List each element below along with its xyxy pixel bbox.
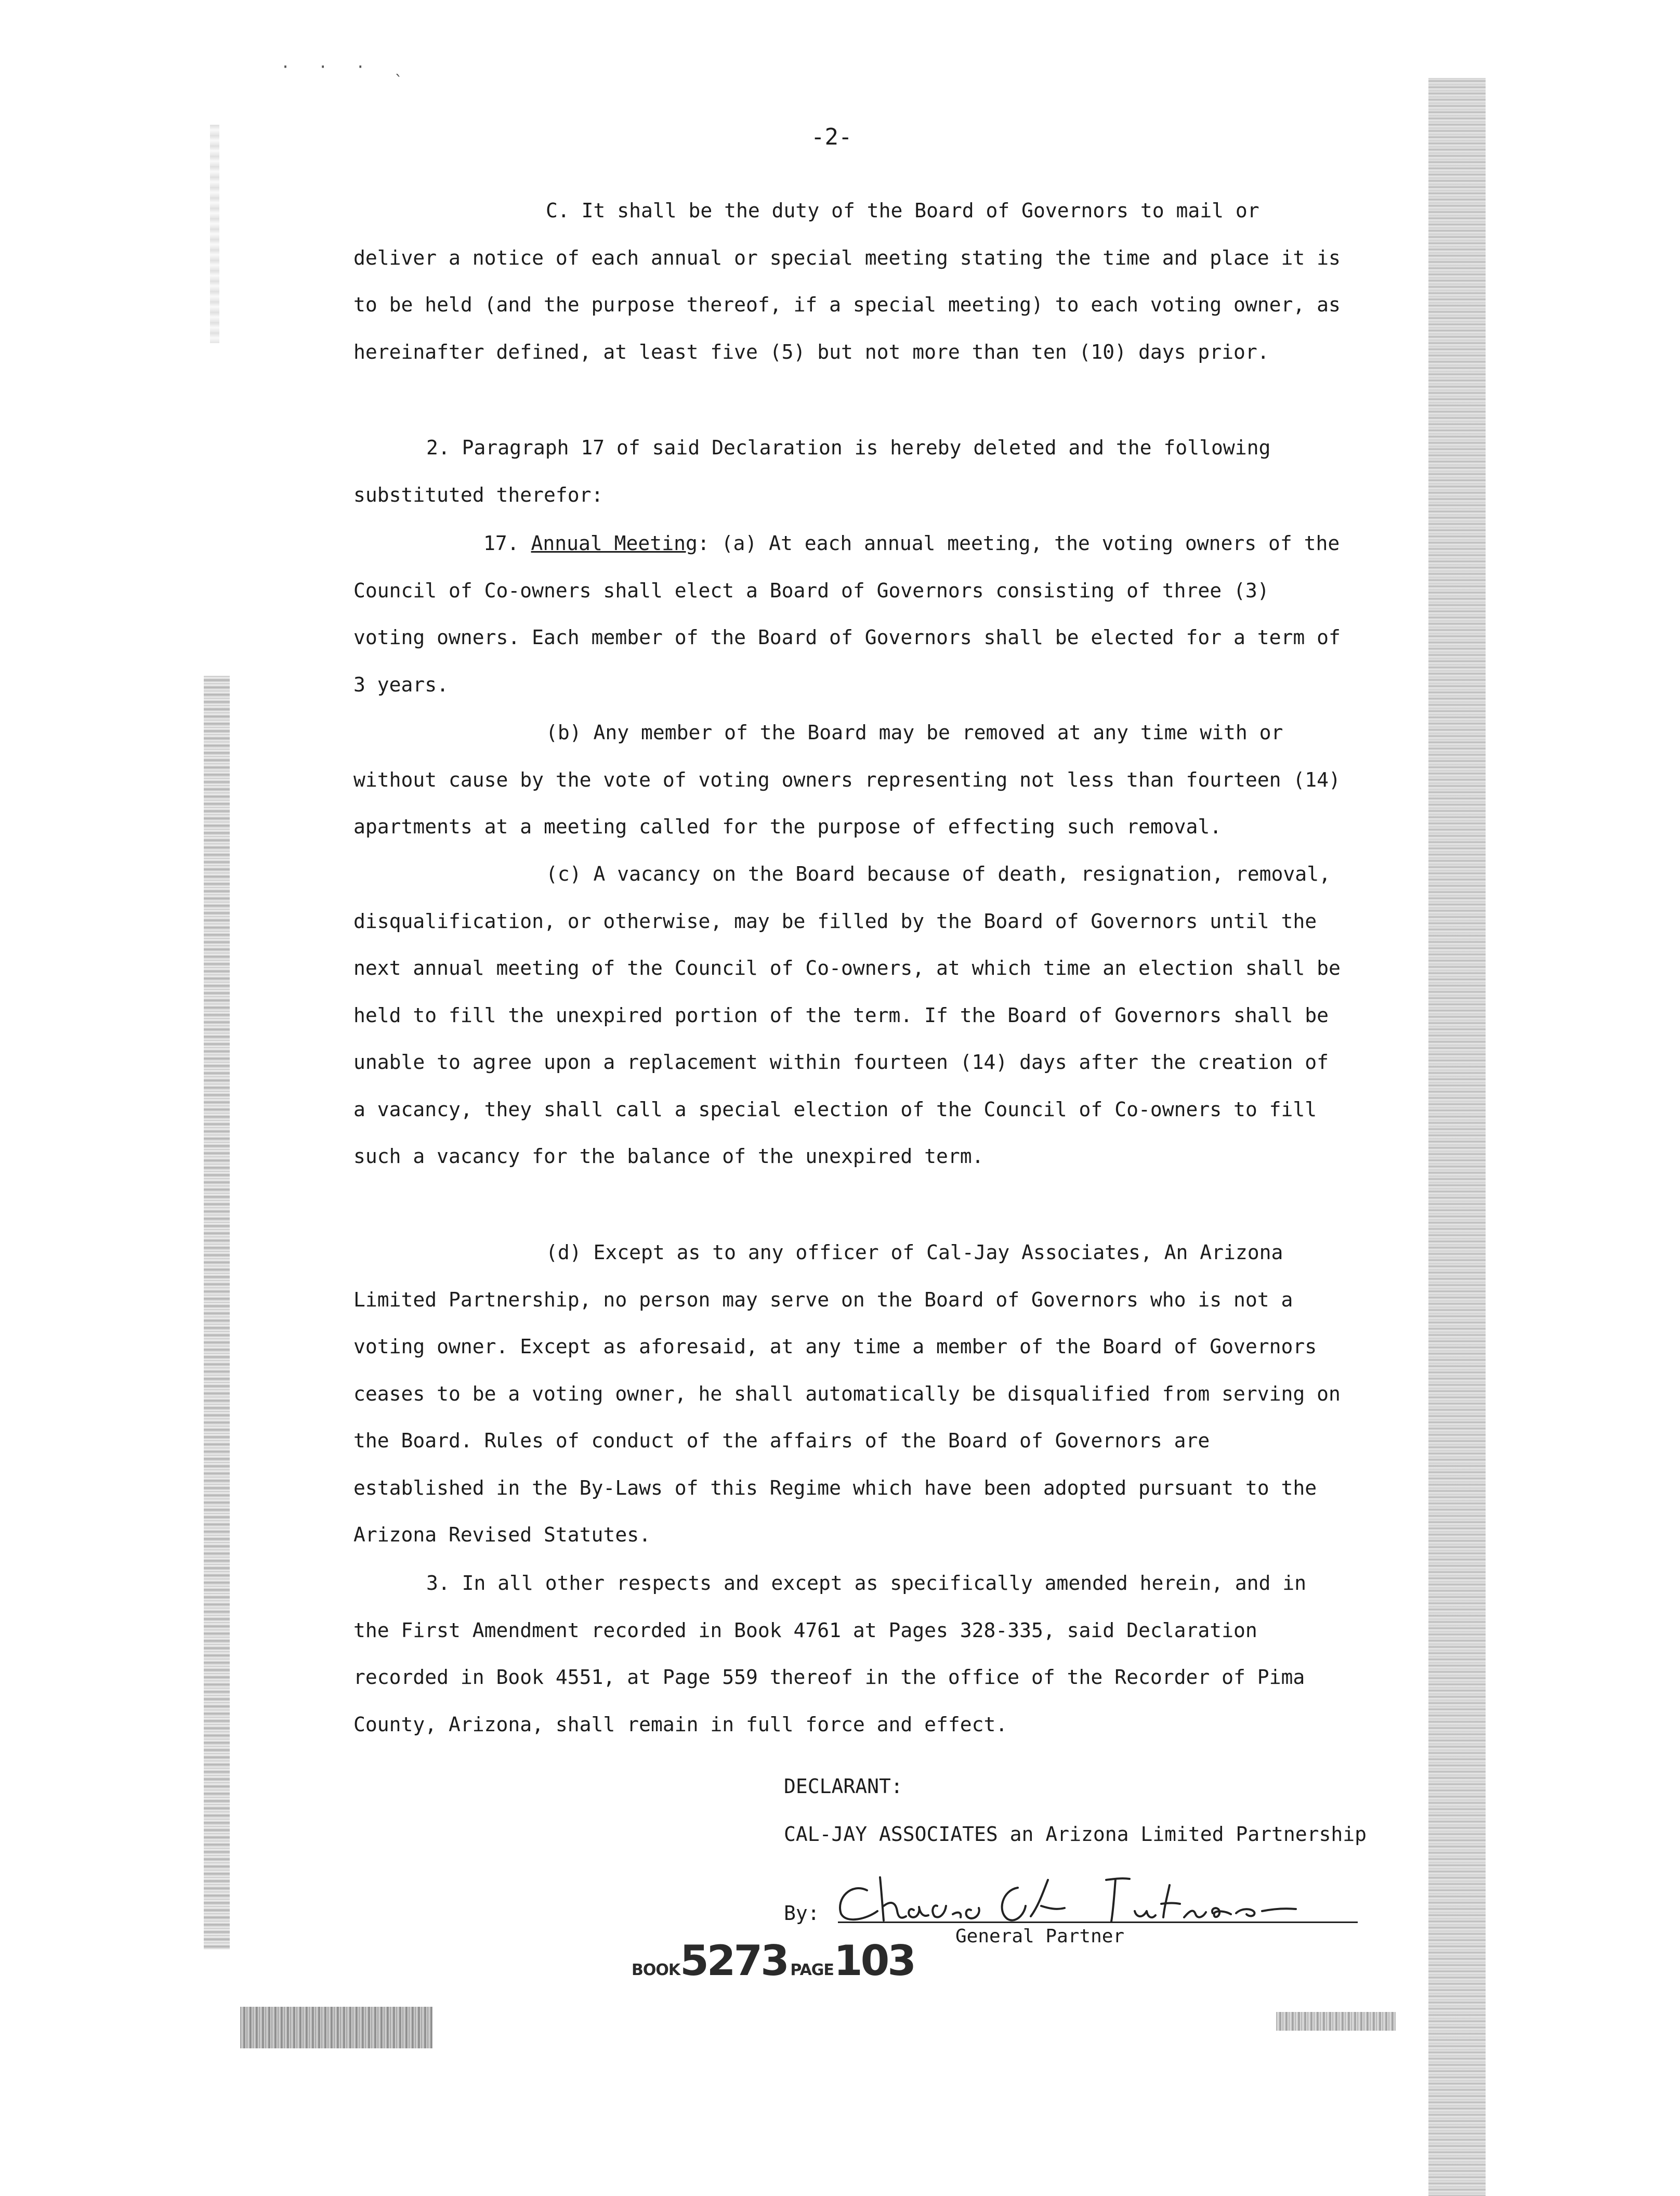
recording-stamp	[632, 1937, 914, 1985]
paragraph-17d: (d) Except as to any officer of Cal-Jay Associates, An Arizona Limited Partnership, no person may serve on the Board of Governors who is not a voting owner. Except as aforesaid, at any time a member of the Board of Governors ceases to be a voting owner, he shall automatically be disqualified from serving on the Board. Rules of conduct of the affairs of the Board of Governors are established in the By-Laws of this Regime which have been adopted pursuant to the Arizona Revised Statutes.	[353, 1241, 1341, 1546]
paragraph-c: C. It shall be the duty of the Board of Governors to mail or deliver a notice of each annual or special meeting stating the time and place it is to be held (and the purpose thereof, if a special meeting) to each voting owner, as hereinafter defined, at least five (5) but not more than ten (10) days prior.	[353, 199, 1341, 363]
paragraph-17-number: 17.	[483, 532, 519, 555]
declarant-entity: CAL-JAY ASSOCIATES an Arizona Limited Partnership	[784, 1823, 1367, 1846]
paragraph-17b: (b) Any member of the Board may be removed at any time with or without cause by the vote of voting owners representing not less than fourteen (14) apartments at a meeting called for the purpose of effecting such removal.	[353, 721, 1341, 838]
general-partner-title: General Partner	[955, 1926, 1125, 1947]
annual-meeting-heading: Annual Meeting	[531, 532, 698, 555]
handwritten-signature	[831, 1870, 1356, 1927]
scan-edge-left	[204, 676, 230, 1950]
scan-specks: · · · ˎ	[281, 58, 412, 76]
scan-artifact-bottom-right	[1276, 2012, 1396, 2031]
by-label: By:	[784, 1902, 820, 1925]
book-label: BOOK	[632, 1961, 680, 1979]
paragraph-17a	[353, 520, 1341, 708]
paragraph-2: 2. Paragraph 17 of said Declaration is hereby deleted and the following substituted therefor:	[353, 436, 1271, 506]
signature-line	[838, 1922, 1358, 1923]
page-number: -2-	[811, 124, 852, 150]
page-number-stamp: 103	[833, 1937, 914, 1985]
scan-edge-left-top	[210, 125, 219, 343]
paragraph-17a-text: : (a) At each annual meeting, the voting owners of the Council of Co-owners shall elect a Board of Governors consisting of three (3) voting owners. Each member of the Board of Governors shall be elected for a term of 3 years.	[353, 532, 1341, 696]
declarant-label: DECLARANT:	[784, 1775, 903, 1798]
book-number: 5273	[680, 1937, 788, 1985]
paragraph-17c: (c) A vacancy on the Board because of death, resignation, removal, disqualification, or otherwise, may be filled by the Board of Governors until the next annual meeting of the Council of Co-owners, at which time an election shall be held to fill the unexpired portion of the term. If the Board of Governors shall be unable to agree upon a replacement within fourteen (14) days after the creation of a vacancy, they shall call a special election of the Council of Co-owners to fill such a vacancy for the balance of the unexpired term.	[353, 862, 1341, 1168]
page-label: PAGE	[790, 1961, 834, 1979]
declarant-block	[784, 1762, 1367, 1858]
paragraph-3: 3. In all other respects and except as specifically amended herein, and in the First Amendment recorded in Book 4761 at Pages 328-335, said Declaration recorded in Book 4551, at Page 559 thereof in the office of the Recorder of Pima County, Arizona, shall remain in full force and effect.	[353, 1572, 1306, 1736]
scan-artifact-bottom-left	[240, 2007, 432, 2048]
scan-edge-right	[1428, 78, 1486, 2196]
